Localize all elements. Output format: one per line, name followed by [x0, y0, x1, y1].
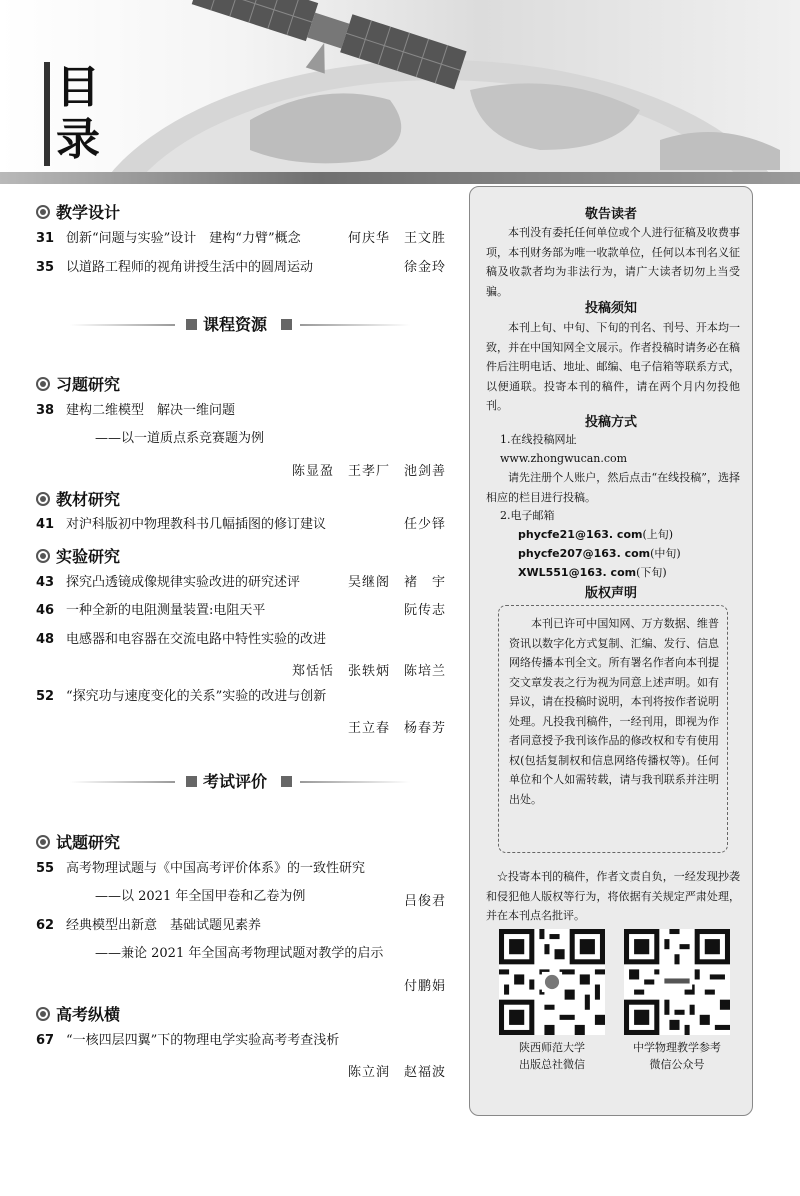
- section-bullet-icon: [36, 492, 50, 506]
- notice-text: 本刊没有委托任何单位或个人进行征稿及收费事项，本刊财务部为唯一收款单位，任何以本刊名义征稿及收款者均为非法行为，请广大读者切勿上当受骗。: [486, 226, 740, 298]
- category-divider: 考试评价: [70, 771, 410, 793]
- qr-code-left[interactable]: [499, 929, 605, 1035]
- warning-text: ☆投寄本刊的稿件，作者文责自负，一经发现抄袭和侵犯他人版权等行为，将依据有关规定严肃处理，并在本刊点名批评。: [486, 870, 740, 922]
- notice-title: 敬告读者: [584, 207, 637, 222]
- title-bar: [44, 62, 50, 166]
- copyright-text: 本刊已许可中国知网、万方数据、维普资讯以数字化方式复制、汇编、发行、信息网络传播本刊全文。所有署名作者向本刊提交文章发表之行为视为同意上述声明。如有异议，请在投稿时说明，本刊将按作者说明处理。凡投我刊稿件，一经刊用，即视为作者同意授予我刊该作品的修改权和专有使用权(包括复制权和信息网络传播权等)。任何单位和个人如需转载，请与我刊联系并注明出处。: [509, 617, 719, 806]
- title-char-1: 目: [56, 62, 100, 113]
- section-bullet-icon: [36, 1007, 50, 1021]
- copyright-box: [498, 605, 728, 853]
- online-label: 1.在线投稿网址: [500, 433, 577, 446]
- toc-authors: 郑恬恬 张轶炳 陈培兰: [291, 664, 446, 679]
- email-item[interactable]: phycfe21@163. com(上旬): [518, 528, 674, 541]
- section-bullet-icon: [36, 835, 50, 849]
- section-heading: 实验研究: [36, 544, 120, 567]
- header-band: [0, 172, 800, 184]
- satellite-globe-illustration: [0, 0, 800, 182]
- online-note: 请先注册个人账户，然后点击“在线投稿”，选择相应的栏目进行投稿。: [486, 471, 740, 504]
- email-item[interactable]: XWL551@163. com(下旬): [518, 566, 667, 579]
- toc-authors: 付鹏娟: [403, 979, 446, 994]
- guide-text: 本刊上旬、中旬、下旬的刊名、刊号、开本均一致，并在中国知网全文展示。作者投稿时请务必在稿件后注明电话、地址、邮编、电子信箱等联系方式，以便通联。投寄本刊的稿件，请在两个月内勿投他刊。: [486, 321, 740, 412]
- section-heading: 高考纵横: [36, 1002, 120, 1025]
- notice-panel: [469, 186, 753, 1116]
- copyright-title: 版权声明: [584, 586, 637, 601]
- qr-caption-right: 中学物理教学参考 微信公众号: [633, 1041, 721, 1071]
- guide-title: 投稿须知: [584, 301, 637, 316]
- toc-authors: 陈显盈 王孝厂 池剑善: [291, 464, 446, 479]
- method-title: 投稿方式: [584, 415, 637, 430]
- email-label: 2.电子邮箱: [500, 509, 555, 522]
- section-bullet-icon: [36, 205, 50, 219]
- qr-caption-left: 陕西师范大学 出版总社微信: [519, 1041, 585, 1071]
- email-item[interactable]: phycfe207@163. com(中旬): [518, 547, 681, 560]
- title-char-2: 录: [56, 114, 100, 165]
- header-banner: [0, 0, 800, 182]
- section-heading: 试题研究: [36, 830, 120, 853]
- category-divider: 课程资源: [70, 314, 410, 336]
- toc-authors: 吕俊君: [403, 894, 446, 909]
- section-bullet-icon: [36, 549, 50, 563]
- toc-subtitle: ——兼论 2021 年全国高考物理试题对教学的启示: [95, 946, 384, 961]
- section-bullet-icon: [36, 377, 50, 391]
- online-url[interactable]: www.zhongwucan.com: [500, 452, 628, 465]
- toc-authors: 王立春 杨春芳: [347, 721, 446, 736]
- section-heading: 教学设计: [36, 200, 120, 223]
- toc-authors: 陈立润 赵福波: [347, 1065, 446, 1080]
- section-heading: 习题研究: [36, 372, 120, 395]
- qr-code-right[interactable]: [624, 929, 730, 1035]
- toc-subtitle: ——以一道质点系竞赛题为例: [95, 431, 265, 446]
- section-heading: 教材研究: [36, 487, 120, 510]
- page-title: [44, 62, 104, 166]
- toc-subtitle: ——以 2021 年全国甲卷和乙卷为例: [95, 889, 306, 904]
